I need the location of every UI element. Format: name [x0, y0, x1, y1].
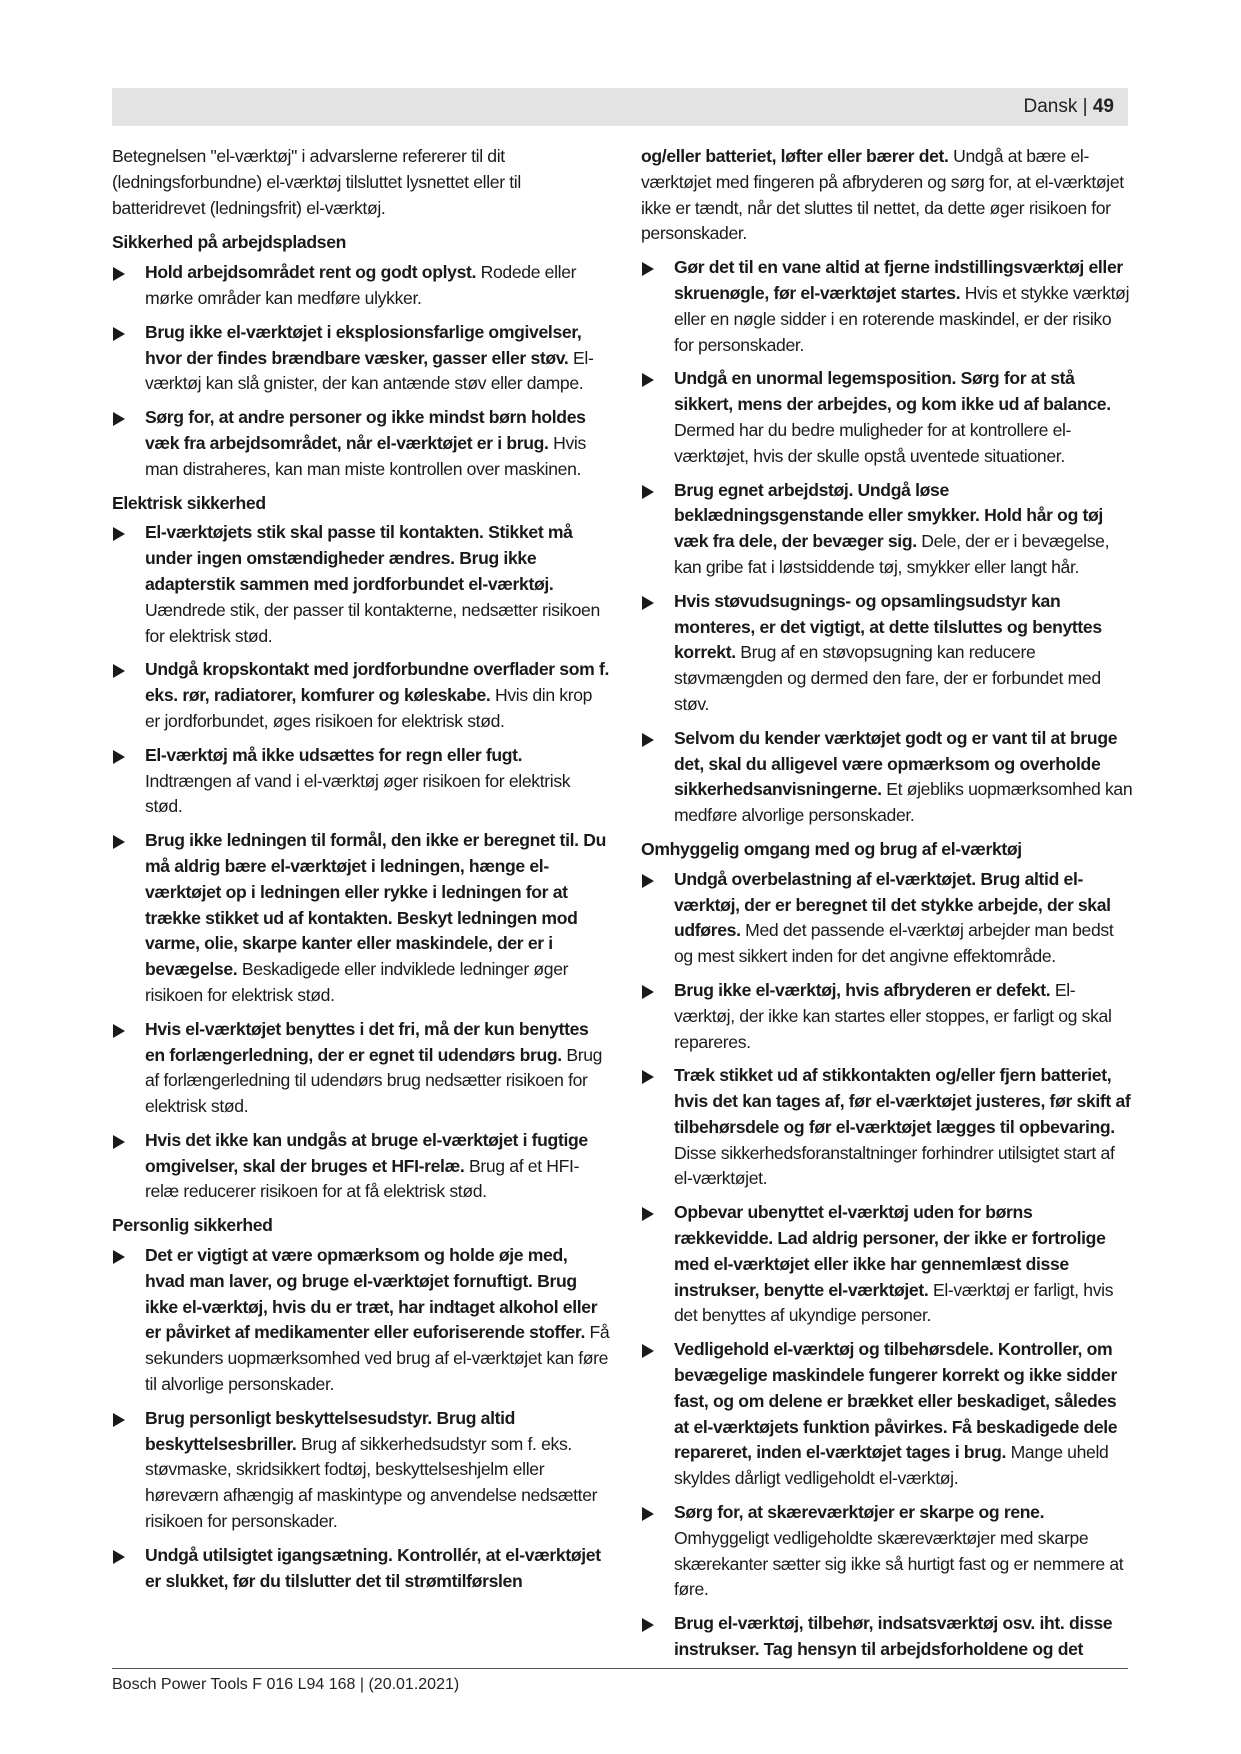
page-number: 49 — [1092, 96, 1114, 117]
bullet-icon — [642, 733, 654, 747]
bullet-icon — [113, 1135, 125, 1149]
list-item: Undgå kropskontakt med jordforbundne overflader som f. eks. rør, radiatorer, komfurer og køleskabe. Hvis din krop er jordforbundet, øges risikoen for elektrisk stød. — [112, 657, 610, 734]
list-item: Brug ikke ledningen til formål, den ikke er beregnet til. Du må aldrig bære el-værktøjet i ledningen, hænge el-værktøjet op i ledningen eller rykke i ledningen for at trække stikket ud af kontakten. Beskyt ledningen mod varme, olie, skarpe kanter eller maskindele, der er i bevægelse. Beskadigede eller indviklede ledninger øger risikoen for elektrisk stød. — [112, 828, 610, 1009]
bullet-icon — [642, 1070, 654, 1084]
left-column — [112, 144, 610, 1602]
list-item: El-værktøjets stik skal passe til kontakten. Stikket må under ingen omstændigheder ændres. Brug ikke adapterstik sammen med jordforbundet el-værktøj. Uændrede stik, der passer til kontakterne, nedsætter risikoen for elektrisk stød. — [112, 520, 610, 649]
bullet-icon — [113, 750, 125, 764]
bullet-icon — [642, 1207, 654, 1221]
bullet-icon — [113, 412, 125, 426]
bullet-icon — [642, 874, 654, 888]
list-item: Hvis el-værktøjet benyttes i det fri, må der kun benyttes en forlængerledning, der er egnet til udendørs brug. Brug af forlængerledning til udendørs brug nedsætter risikoen for elektrisk stød. — [112, 1017, 610, 1120]
bullet-icon — [113, 1413, 125, 1427]
page-footer: Bosch Power Tools F 016 L94 168 | (20.01.2021) — [112, 1676, 460, 1693]
bullet-icon — [113, 1250, 125, 1264]
bullet-icon — [642, 1344, 654, 1358]
page-header — [112, 88, 1128, 126]
bullet-icon — [113, 664, 125, 678]
list-item: Træk stikket ud af stikkontakten og/eller fjern batteriet, hvis det kan tages af, før el-værktøjet justeres, før skift af tilbehørsdele og før el-værktøjet lægges til opbevaring. Disse sikkerhedsforanstaltninger forhindrer utilsigtet start af el-værktøjet. — [641, 1063, 1135, 1192]
bullet-icon — [113, 1024, 125, 1038]
list-item: Brug ikke el-værktøj, hvis afbryderen er defekt. El-værktøj, der ikke kan startes eller stoppes, er farligt og skal repareres. — [641, 978, 1135, 1055]
list-item: Hold arbejdsområdet rent og godt oplyst. Rodede eller mørke områder kan medføre ulykker. — [112, 260, 610, 312]
list-item: Gør det til en vane altid at fjerne indstillingsværktøj eller skruenøgle, før el-værktøjet startes. Hvis et stykke værktøj eller en nøgle sidder i en roterende maskindel, er der risiko for personskader. — [641, 255, 1135, 358]
bullet-icon — [113, 327, 125, 341]
list-item: Opbevar ubenyttet el-værktøj uden for børns rækkevidde. Lad aldrig personer, der ikke er fortrolige med el-værktøjet eller ikke har gennemlæst disse instrukser, benytte el-værktøjet. El-værktøj er farligt, hvis det benyttes af ukyndige personer. — [641, 1200, 1135, 1329]
bullet-icon — [642, 485, 654, 499]
section-heading: Sikkerhed på arbejdspladsen — [112, 232, 347, 253]
bullet-icon — [113, 1550, 125, 1564]
footer-divider — [112, 1668, 1128, 1669]
list-item: Vedligehold el-værktøj og tilbehørsdele. Kontroller, om bevægelige maskindele fungerer korrekt og ikke sidder fast, og om delene er brækket eller beskadiget, således at el-værktøjets funktion påvirkes. Få beskadigede dele repareret, inden el-værktøjet tages i brug. Mange uheld skyldes dårligt vedligeholdt el-værktøj. — [641, 1337, 1135, 1492]
list-item: Undgå overbelastning af el-værktøjet. Brug altid el-værktøj, der er beregnet til det stykke arbejde, der skal udføres. Med det passende el-værktøj arbejder man bedst og mest sikkert inden for det angivne effektområde. — [641, 867, 1135, 970]
list-item: Brug personligt beskyttelsesudstyr. Brug altid beskyttelsesbriller. Brug af sikkerhedsudstyr som f. eks. støvmaske, skridsikkert fodtøj, beskyttelseshjelm eller høreværn afhængig af maskintype og anvendelse nedsætter risikoen for personskader. — [112, 1406, 610, 1535]
list-item: Sørg for, at skæreværktøjer er skarpe og rene. Omhyggeligt vedligeholdte skæreværktøjer med skarpe skærekanter sætter sig ikke så hurtigt fast og er nemmere at føre. — [641, 1500, 1135, 1603]
list-item: Brug egnet arbejdstøj. Undgå løse beklædningsgenstande eller smykker. Hold hår og tøj væk fra dele, der bevæger sig. Dele, der er i bevægelse, kan gribe fat i løstsiddende tøj, smykker eller langt hår. — [641, 478, 1135, 581]
list-item: Sørg for, at andre personer og ikke mindst børn holdes væk fra arbejdsområdet, når el-værktøjet er i brug. Hvis man distraheres, kan man miste kontrollen over maskinen. — [112, 405, 610, 482]
list-item: Hvis støvudsugnings- og opsamlingsudstyr kan monteres, er det vigtigt, at dette tilsluttes og benyttes korrekt. Brug af en støvopsugning kan reducere støvmængden og dermed den fare, der er forbundet med støv. — [641, 589, 1135, 718]
list-item: Undgå en unormal legemsposition. Sørg for at stå sikkert, mens der arbejdes, og kom ikke ud af balance. Dermed har du bedre muligheder for at kontrollere el-værktøjet, hvis der skulle opstå uventede situationer. — [641, 366, 1135, 469]
list-item: Brug ikke el-værktøjet i eksplosionsfarlige omgivelser, hvor der findes brændbare væsker, gasser eller støv. El-værktøj kan slå gnister, der kan antænde støv eller dampe. — [112, 320, 610, 397]
section-heading: Elektrisk sikkerhed — [112, 492, 266, 513]
list-item: El-værktøj må ikke udsættes for regn eller fugt. Indtrængen af vand i el-værktøj øger risikoen for elektrisk stød. — [112, 743, 610, 820]
list-item: Hvis det ikke kan undgås at bruge el-værktøjet i fugtige omgivelser, skal der bruges et HFI-relæ. Brug af et HFI-relæ reducerer risikoen for at få elektrisk stød. — [112, 1128, 610, 1205]
continued-item: og/eller batteriet, løfter eller bærer det. Undgå at bære el-værktøjet med fingeren på afbryderen og sørg for, at el-værktøjet ikke er tændt, når det sluttes til nettet, da dette øger risikoen for personskader. — [641, 146, 1124, 244]
list-item: Selvom du kender værktøjet godt og er vant til at bruge det, skal du alligevel være opmærksom og overholde sikkerhedsanvisningerne. Et øjebliks uopmærksomhed kan medføre alvorlige personskader. — [641, 726, 1135, 829]
bullet-icon — [642, 1507, 654, 1521]
section-heading: Personlig sikkerhed — [112, 1215, 273, 1236]
bullet-icon — [642, 596, 654, 610]
intro-paragraph: Betegnelsen "el-værktøj" i advarslerne refererer til dit (ledningsforbundne) el-værktøj tilsluttet lysnettet eller til batteridrevet (ledningsfrit) el-værktøj. — [112, 146, 521, 218]
list-item: Undgå utilsigtet igangsætning. Kontrollér, at el-værktøjet er slukket, før du tilslutter det til strømtilførslen — [112, 1543, 610, 1595]
right-column — [641, 144, 1135, 1671]
list-item: Brug el-værktøj, tilbehør, indsatsværktøj osv. iht. disse instrukser. Tag hensyn til arbejdsforholdene og det — [641, 1611, 1135, 1663]
header-language: Dansk — [1023, 96, 1078, 117]
bullet-icon — [642, 262, 654, 276]
list-item: Det er vigtigt at være opmærksom og holde øje med, hvad man laver, og bruge el-værktøjet fornuftigt. Brug ikke el-værktøj, hvis du er træt, har indtaget alkohol eller er påvirket af medikamenter eller euforiserende stoffer. Få sekunders uopmærksomhed ved brug af el-værktøjet kan føre til alvorlige personskader. — [112, 1243, 610, 1398]
bullet-icon — [642, 373, 654, 387]
bullet-icon — [642, 985, 654, 999]
header-separator: | — [1082, 96, 1088, 117]
bullet-icon — [642, 1618, 654, 1632]
bullet-icon — [113, 267, 125, 281]
bullet-icon — [113, 527, 125, 541]
section-heading: Omhyggelig omgang med og brug af el-værktøj — [641, 838, 1022, 859]
bullet-icon — [113, 835, 125, 849]
header-label — [1024, 88, 1115, 126]
